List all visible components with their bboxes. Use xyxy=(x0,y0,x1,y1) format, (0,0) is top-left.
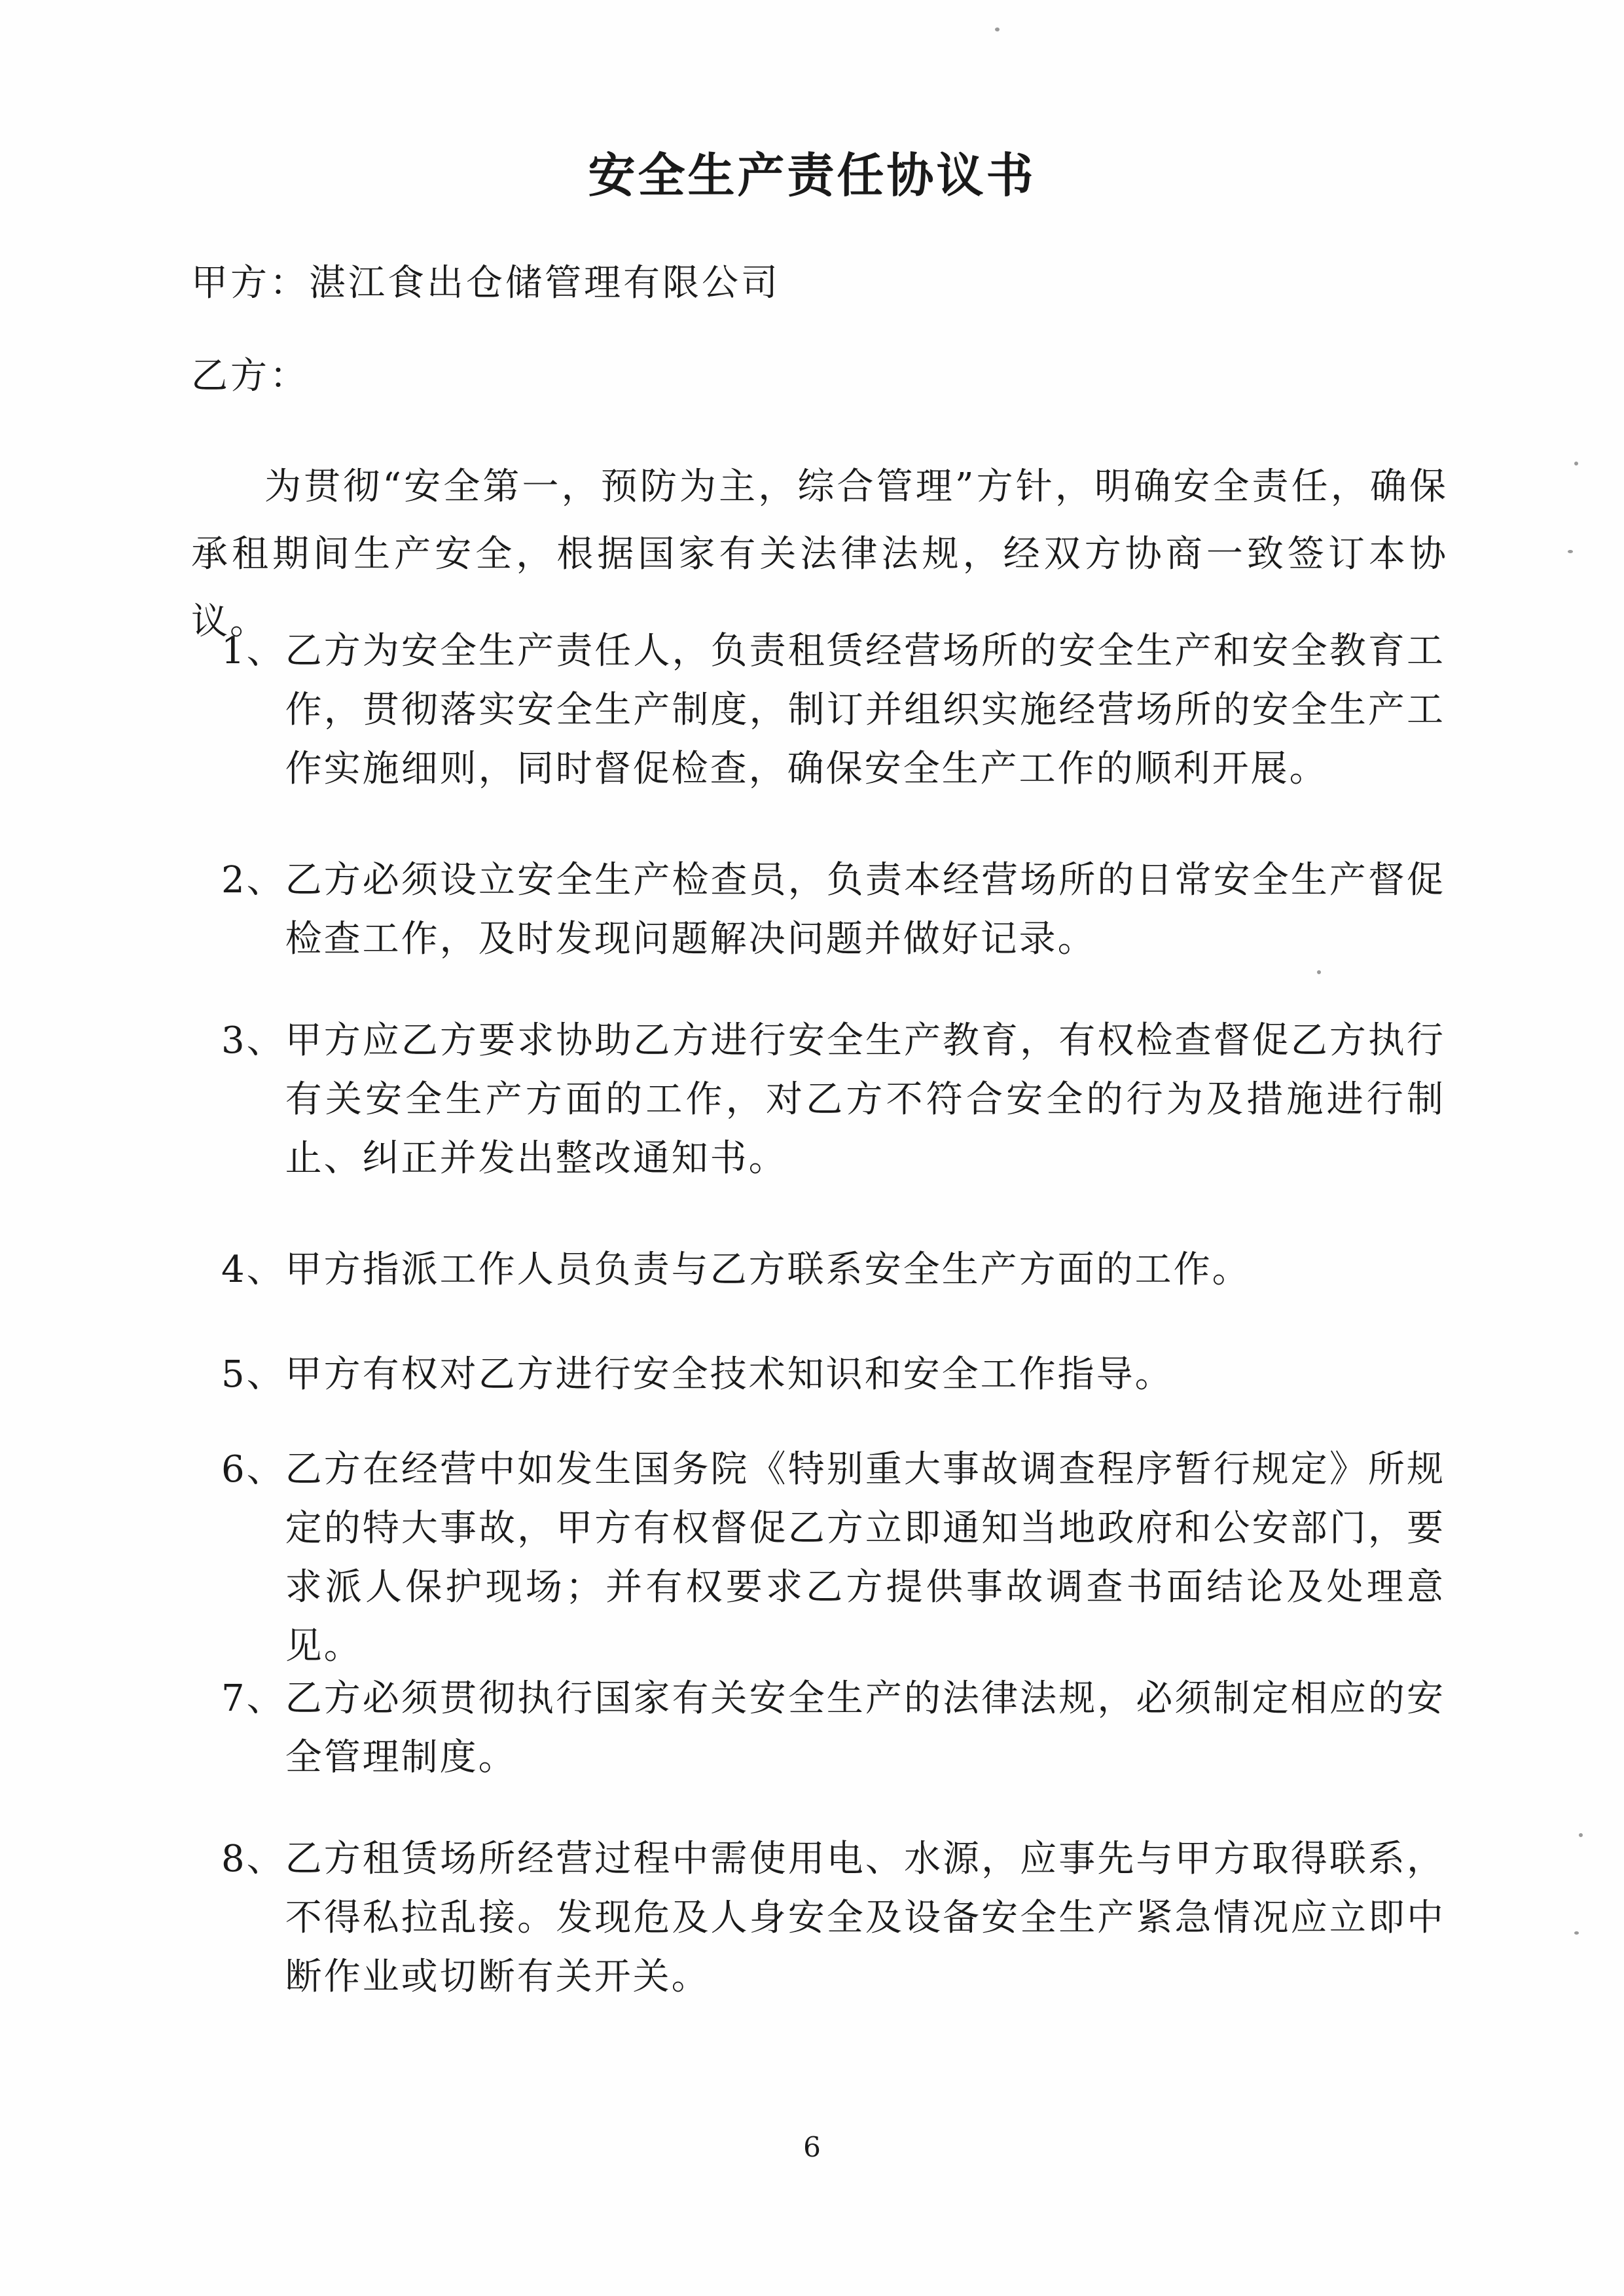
clause-item xyxy=(221,1669,1445,1787)
clause-text: 乙方为安全生产责任人，负责租赁经营场所的安全生产和安全教育工作，贯彻落实安全生产制度，制订并组织实施经营场所的安全生产工作实施细则，同时督促检查，确保安全生产工作的顺利开展。 xyxy=(285,630,1445,790)
scan-speck xyxy=(1574,1931,1579,1935)
page-number: 6 xyxy=(803,2131,821,2163)
document-title: 安全生产责任协议书 xyxy=(588,147,1036,203)
party-b-label: 乙方： xyxy=(191,355,309,397)
clause-item xyxy=(221,1345,1445,1404)
clause-number: 3、 xyxy=(221,1019,285,1062)
clause-text: 乙方租赁场所经营过程中需使用电、水源，应事先与甲方取得联系，不得私拉乱接。发现危及人身安全及设备安全生产紧急情况应立即中断作业或切断有关开关。 xyxy=(285,1838,1445,1998)
clause-number: 4、 xyxy=(221,1248,285,1291)
clause-text: 甲方应乙方要求协助乙方进行安全生产教育，有权检查督促乙方执行有关安全生产方面的工作，对乙方不符合安全的行为及措施进行制止、纠正并发出整改通知书。 xyxy=(285,1019,1445,1180)
clause-text: 乙方必须贯彻执行国家有关安全生产的法律法规，必须制定相应的安全管理制度。 xyxy=(285,1677,1445,1779)
scan-speck xyxy=(1574,462,1578,465)
clause-item xyxy=(221,1241,1445,1300)
clause-number: 8、 xyxy=(221,1838,285,1880)
clause-number: 5、 xyxy=(221,1353,285,1396)
scan-speck xyxy=(995,27,1000,31)
clause-item xyxy=(221,851,1445,969)
scan-speck xyxy=(1579,1833,1583,1837)
party-a-label: 甲方： xyxy=(191,262,309,304)
clause-number: 1、 xyxy=(221,630,285,672)
party-b-line xyxy=(191,347,309,399)
clause-text: 乙方在经营中如发生国务院《特别重大事故调查程序暂行规定》所规定的特大事故，甲方有权督促乙方立即通知当地政府和公安部门，要求派人保护现场；并有权要求乙方提供事故调查书面结论及处理意见。 xyxy=(285,1448,1445,1667)
clause-text: 甲方有权对乙方进行安全技术知识和安全工作指导。 xyxy=(285,1353,1174,1396)
clause-number: 7、 xyxy=(221,1677,285,1720)
clause-item xyxy=(221,1830,1445,2007)
clause-text: 乙方必须设立安全生产检查员，负责本经营场所的日常安全生产督促检查工作，及时发现问题解决问题并做好记录。 xyxy=(285,859,1445,960)
clause-item xyxy=(221,1011,1445,1188)
clause-item xyxy=(221,1440,1445,1676)
party-a-line xyxy=(191,254,780,306)
intro-paragraph: 为贯彻“安全第一，预防为主，综合管理”方针，明确安全责任，确保承租期间生产安全，根据国家有关法律法规，经双方协商一致签订本协议。 xyxy=(191,465,1448,643)
scan-speck xyxy=(1317,970,1321,974)
clause-text: 甲方指派工作人员负责与乙方联系安全生产方面的工作。 xyxy=(285,1248,1251,1291)
party-a-name: 湛江食出仓储管理有限公司 xyxy=(309,262,780,304)
clause-number: 6、 xyxy=(221,1448,285,1491)
clause-item xyxy=(221,622,1445,799)
clause-number: 2、 xyxy=(221,859,285,902)
scan-speck xyxy=(1568,550,1573,553)
